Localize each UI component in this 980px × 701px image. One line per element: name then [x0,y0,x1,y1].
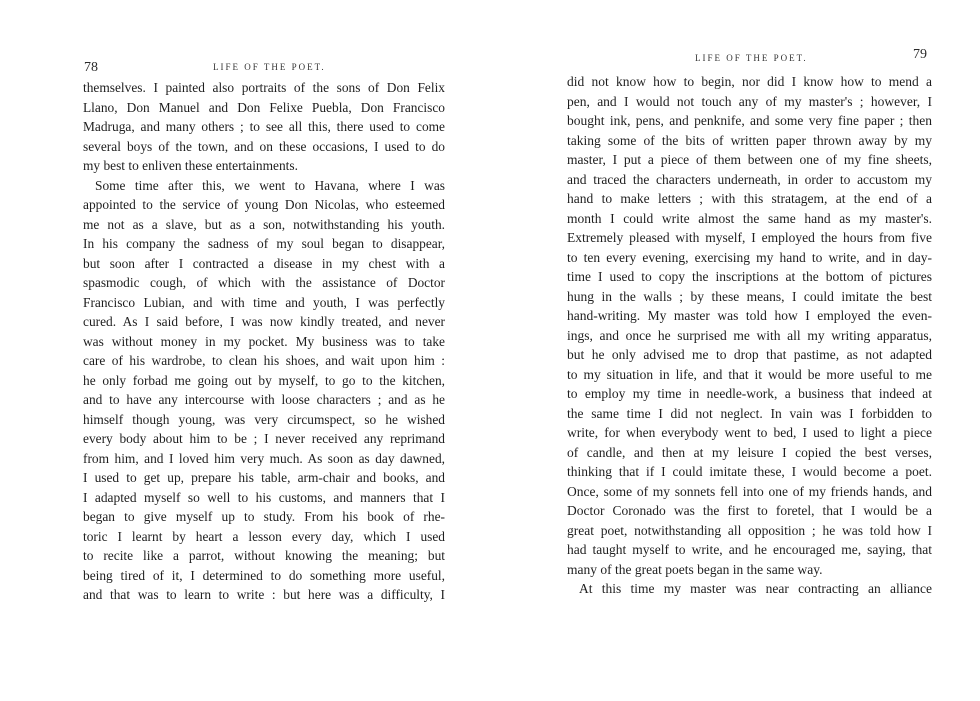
text-line: was without money in my pocket. My business was to take [83,333,445,349]
text-line: ings, and once he surprised me with all my writing apparatus, [567,327,932,343]
text-line: began to give myself up to study. From his book of rhe- [83,509,445,524]
text-line: master, I put a piece of them between one of my fine sheets, [567,152,932,167]
text-line: hung in the walls ; by these means, I could imitate the best [567,288,932,304]
right-running-head: LIFE OF THE POET. [695,53,808,63]
text-line: toric I learnt by heart a lesson every day, which I used [83,528,445,544]
text-line: and that was to learn to write : but here was a difficulty, I [83,587,445,602]
left-running-head: LIFE OF THE POET. [213,62,326,72]
text-line: thinking that if I could imitate these, I would become a poet. [567,464,932,479]
text-line: I adapted myself so well to his customs, and manners that I [83,489,445,505]
text-line: Doctor Coronado was the first to foretel, that I would be a [567,503,932,518]
text-line: At this time my master was near contracting an alliance [579,581,932,596]
left-page-number: 78 [84,60,98,75]
text-line: spasmodic cough, of which with the assistance of Doctor [83,275,445,290]
text-line: write, for when everybody went to bed, I used to light a piece [567,425,932,440]
text-line: being tired of it, I determined to do something more useful, [83,567,445,583]
right-page-number: 79 [913,47,927,62]
text-line: but he only advised me to drop that pastime, as not adapted [567,347,932,362]
text-line: themselves. I painted also portraits of the sons of Don Felix [83,80,445,95]
text-line: to employ my time in needle-work, a business that indeed at [567,386,932,401]
text-line: month I could write almost the same hand as my master's. [567,210,932,226]
text-line: In his company the sadness of my soul began to disappear, [83,236,445,251]
right-page [490,0,980,701]
text-line: great poet, notwithstanding all opposition ; he was told how I [567,522,932,538]
text-line: and to have any intercourse with loose characters ; and as he [83,392,445,407]
text-line: several boys of the town, and on these occasions, I used to do [83,138,445,154]
text-line: time I used to copy the inscriptions at the bottom of pictures [567,269,932,284]
text-line: many of the great poets began in the same way. [567,561,823,577]
text-line: to my situation in life, and that it would be more useful to me [567,366,932,382]
text-line: cured. As I said before, I was now kindly treated, and never [83,314,445,329]
text-line: from him, and I loved him very much. As soon as day dawned, [83,450,445,466]
text-line: himself though young, was very circumspect, so he wished [83,411,445,427]
text-line: of candle, and then at my leisure I copied the best verses, [567,444,932,460]
text-line: Llano, Don Manuel and Don Felixe Puebla, Don Francisco [83,99,445,115]
text-line: every body about him to be ; I never received any reprimand [83,431,445,446]
text-line: appointed to the service of young Don Nicolas, who esteemed [83,197,445,212]
text-line: did not know how to begin, nor did I know how to mend a [567,74,932,89]
text-line: he only forbad me going out by myself, to go to the kitchen, [83,372,445,388]
text-line: care of his wardrobe, to clean his shoes, and wait upon him : [83,353,445,368]
text-line: to ten every evening, exercising my hand to write, and in day- [567,249,932,265]
text-line: taking some of the bits of written paper thrown away by my [567,132,932,148]
text-line: Francisco Lubian, and with time and youth, I was perfectly [83,294,445,310]
text-line: pen, and I would not touch any of my master's ; however, I [567,93,932,109]
text-line: my best to enliven these entertainments. [83,158,298,173]
text-line: had taught myself to write, and he encouraged me, saying, that [567,542,932,557]
text-line: hand to make letters ; with this stratagem, at the end of a [567,191,932,206]
text-line: the same time I did not neglect. In vain was I forbidden to [567,405,932,421]
text-line: Extremely pleased with myself, I employed the hours from five [567,230,932,245]
text-line: bought ink, pens, and penknife, and some very fine paper ; then [567,113,932,128]
text-line: Some time after this, we went to Havana, where I was [95,177,445,193]
right-page-body [567,72,932,599]
text-line: Madruga, and many others ; to see all this, there used to come [83,119,445,134]
text-line: and traced the characters underneath, in order to accustom my [567,171,932,187]
text-line: Once, some of my sonnets fell into one of my friends hands, and [567,483,932,499]
text-line: hand-writing. My master was told how I employed the even- [567,308,932,323]
text-line: to recite like a parrot, without knowing the meaning; but [83,548,445,563]
left-page-body [83,78,445,605]
text-line: me not as a slave, but as a son, notwithstanding his youth. [83,216,445,232]
text-line: I used to get up, prepare his table, arm-chair and books, and [83,470,445,485]
text-line: but soon after I contracted a disease in my chest with a [83,255,445,271]
